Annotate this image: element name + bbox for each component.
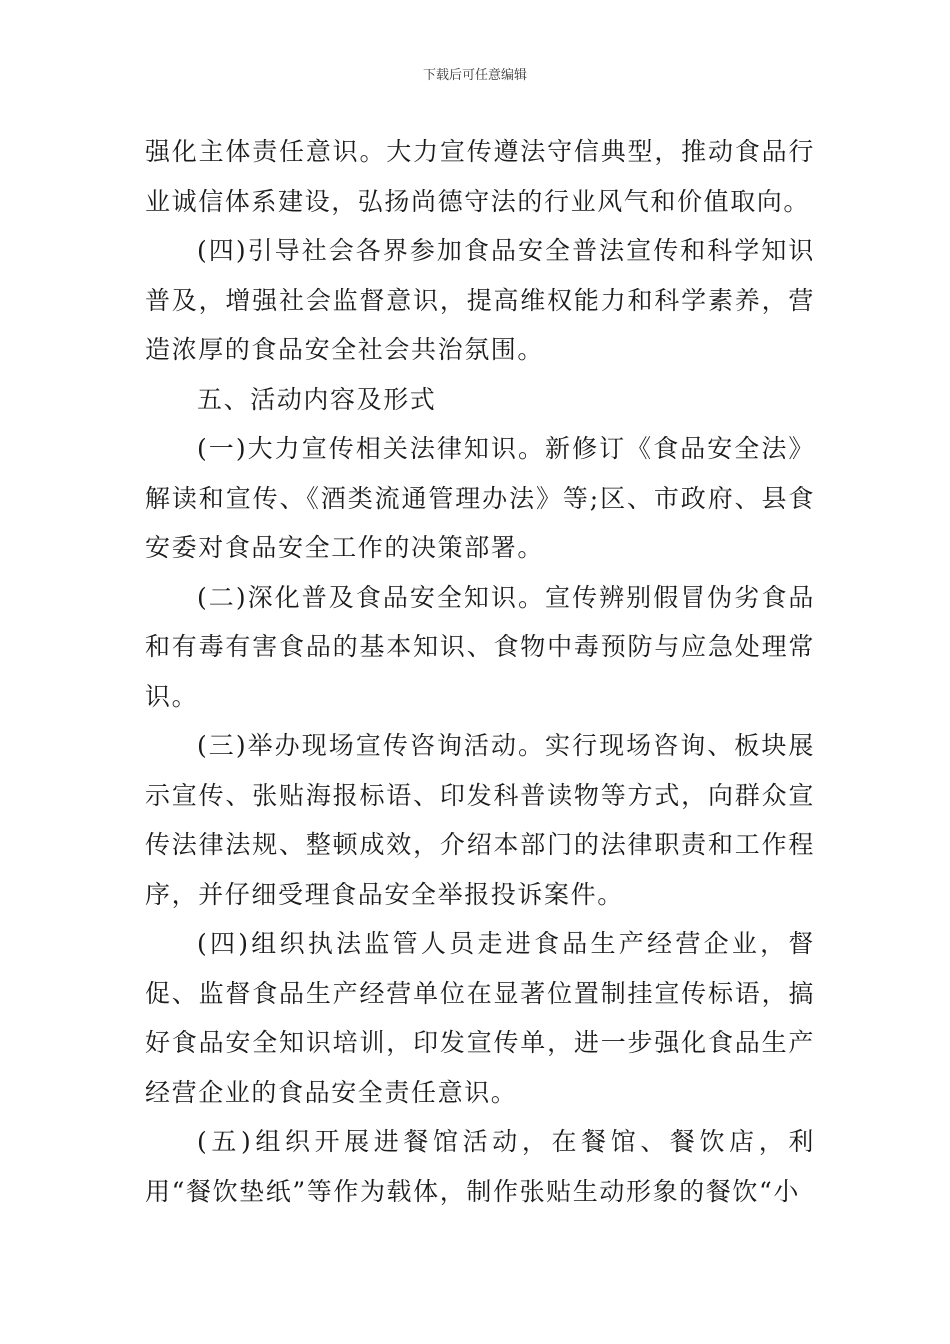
paragraph-item-5-restaurants: (五)组织开展进餐馆活动，在餐馆、餐饮店，利用“餐饮垫纸”等作为载体，制作张贴生动形象的餐饮“小 [145,1127,815,1206]
paragraph-item-4-guidance: (四)引导社会各界参加食品安全普法宣传和科学知识普及，增强社会监督意识，提高维权能力和科学素养，营造浓厚的食品安全社会共治氛围。 [145,236,815,364]
paragraph-item-1-laws: (一)大力宣传相关法律知识。新修订《食品安全法》解读和宣传、《酒类流通管理办法》等;区、市政府、县食安委对食品安全工作的决策部署。 [145,434,815,562]
paragraph-item-4-enterprises: (四)组织执法监管人员走进食品生产经营企业，督促、监督食品生产经营单位在显著位置制挂宣传标语，搞好食品安全知识培训，印发宣传单，进一步强化食品生产经营企业的食品安全责任意识。 [145,929,815,1107]
paragraph-continuation: 强化主体责任意识。大力宣传遵法守信典型，推动食品行业诚信体系建设，弘扬尚德守法的行业风气和价值取向。 [145,137,815,216]
paragraph-item-2-knowledge: (二)深化普及食品安全知识。宣传辨别假冒伪劣食品和有毒有害食品的基本知识、食物中毒预防与应急处理常识。 [145,582,815,711]
page-header: 下载后可任意编辑 [422,68,527,83]
paragraph-item-3-consultation: (三)举办现场宣传咨询活动。实行现场咨询、板块展示宣传、张贴海报标语、印发科普读物等方式，向群众宣传法律法规、整顿成效，介绍本部门的法律职责和工作程序，并仔细受理食品安全举报投诉案件。 [145,731,815,909]
section-heading-activities: 五、活动内容及形式 [197,384,437,414]
document-body [145,127,815,1216]
